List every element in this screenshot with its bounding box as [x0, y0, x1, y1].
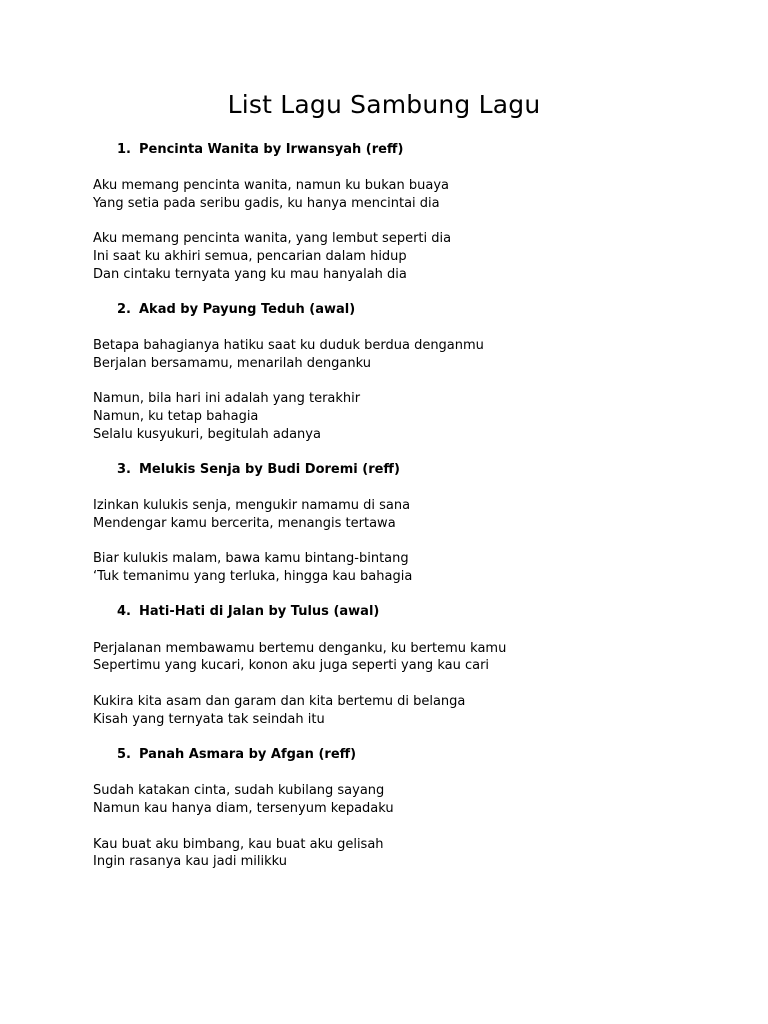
lyric-line: Kau buat aku bimbang, kau buat aku gelisah — [93, 837, 384, 852]
song-heading — [117, 603, 379, 621]
lyric-line: Sudah katakan cinta, sudah kubilang sayang — [93, 783, 385, 798]
lyric-line: Dan cintaku ternyata yang ku mau hanyalah dia — [93, 267, 407, 282]
song-number: 5. — [117, 747, 131, 762]
lyric-line: Mendengar kamu bercerita, menangis tertawa — [93, 516, 396, 531]
song-number: 1. — [117, 142, 131, 157]
song-title: Pencinta Wanita by Irwansyah (reff) — [139, 142, 404, 157]
song-heading — [117, 461, 400, 479]
lyric-line: Aku memang pencinta wanita, namun ku bukan buaya — [93, 178, 449, 193]
lyric-line: Namun kau hanya diam, tersenyum kepadaku — [93, 801, 394, 816]
lyric-line: Yang setia pada seribu gadis, ku hanya mencintai dia — [93, 196, 440, 211]
song-title: Melukis Senja by Budi Doremi (reff) — [139, 462, 400, 477]
lyric-line: Kukira kita asam dan garam dan kita bertemu di belanga — [93, 694, 466, 709]
lyric-line: ‘Tuk temanimu yang terluka, hingga kau bahagia — [93, 569, 413, 584]
lyric-line: Namun, ku tetap bahagia — [93, 409, 259, 424]
lyric-line: Kisah yang ternyata tak seindah itu — [93, 712, 325, 727]
song-heading — [117, 301, 355, 319]
song-number: 4. — [117, 604, 131, 619]
song-title: Panah Asmara by Afgan (reff) — [139, 747, 357, 762]
lyric-line: Izinkan kulukis senja, mengukir namamu di sana — [93, 498, 411, 513]
lyric-line: Ini saat ku akhiri semua, pencarian dalam hidup — [93, 249, 407, 264]
lyric-line: Aku memang pencinta wanita, yang lembut seperti dia — [93, 231, 452, 246]
song-title: Hati-Hati di Jalan by Tulus (awal) — [139, 604, 380, 619]
song-title: Akad by Payung Teduh (awal) — [139, 302, 356, 317]
lyric-line: Betapa bahagianya hatiku saat ku duduk berdua denganmu — [93, 338, 484, 353]
song-heading — [117, 746, 356, 764]
page-title: List Lagu Sambung Lagu — [227, 90, 541, 119]
song-heading — [117, 141, 403, 159]
lyric-line: Selalu kusyukuri, begitulah adanya — [93, 427, 321, 442]
song-number: 2. — [117, 302, 131, 317]
lyric-line: Sepertimu yang kucari, konon aku juga seperti yang kau cari — [93, 658, 490, 673]
lyric-line: Namun, bila hari ini adalah yang terakhir — [93, 391, 361, 406]
lyric-line: Biar kulukis malam, bawa kamu bintang-bintang — [93, 551, 409, 566]
lyric-line: Ingin rasanya kau jadi milikku — [93, 854, 287, 869]
lyric-line: Perjalanan membawamu bertemu denganku, ku bertemu kamu — [93, 641, 507, 656]
lyric-line: Berjalan bersamamu, menarilah denganku — [93, 356, 372, 371]
song-number: 3. — [117, 462, 131, 477]
